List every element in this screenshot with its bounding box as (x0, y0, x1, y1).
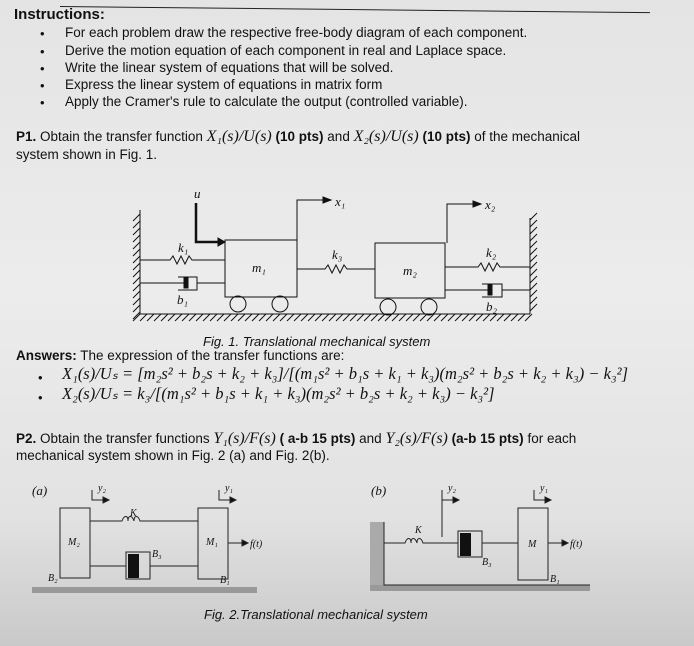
hatch-line (133, 263, 140, 270)
hatch-line (530, 290, 537, 297)
hatch-line (217, 314, 224, 321)
fig1-caption: Fig. 1. Translational mechanical system (203, 334, 431, 349)
p1-text2: of the mechanical (474, 129, 581, 144)
input-arrow-u (196, 203, 220, 242)
hatch-line (133, 214, 140, 221)
label-y1-b: y₁ (540, 483, 548, 494)
p1-statement (16, 128, 580, 146)
hatch-line (140, 314, 147, 321)
p2-text2: for each (527, 431, 577, 446)
p2-pts2: (a-b 15 pts) (451, 431, 524, 446)
damper-b1 (140, 277, 225, 290)
p2-tf1: Y₁(s)/F(s) (213, 430, 276, 447)
ground-a (32, 587, 257, 593)
x2-arrow (447, 204, 475, 243)
label-B1-a: B₁ (220, 575, 230, 586)
hatch-line (161, 314, 168, 321)
instruction-item: Write the linear system of equations that will be solved. (65, 60, 394, 75)
p1-pts2: (10 pts) (422, 129, 471, 144)
hatch-line (301, 314, 308, 321)
hatch-line (294, 314, 301, 321)
hatch-line (483, 314, 490, 321)
fig2-diagram (20, 475, 670, 605)
top-rule (60, 6, 650, 13)
hatch-line (530, 241, 537, 248)
label-y1-a: y₁ (225, 483, 233, 494)
p1-text: Obtain the transfer function (40, 129, 203, 144)
hatch-line (490, 314, 497, 321)
hatch-line (530, 234, 537, 241)
label-b2: b₂ (486, 299, 498, 314)
hatch-line (530, 255, 537, 262)
x1-arrow (297, 200, 325, 240)
label-B3-b: B₃ (482, 557, 492, 568)
bullet: • (40, 44, 45, 59)
hatch-line (420, 314, 427, 321)
hatch-line (133, 256, 140, 263)
bullet: • (40, 95, 45, 110)
spring-k1 (140, 256, 225, 264)
hatch-line (238, 314, 245, 321)
hatch-line (530, 269, 537, 276)
answers-label: Answers: (16, 348, 77, 363)
hatch-line (196, 314, 203, 321)
hatch-line (189, 314, 196, 321)
label-x1: x₁ (335, 194, 346, 209)
hatch-line (343, 314, 350, 321)
hatch-line (203, 314, 210, 321)
label-b1: b₁ (177, 292, 189, 307)
label-k2: k₂ (486, 245, 497, 260)
hatch-line (245, 314, 252, 321)
hatch-line (154, 314, 161, 321)
label-M1: M₁ (206, 537, 218, 548)
hatch-line (259, 314, 266, 321)
p2-and: and (359, 431, 382, 446)
hatch-line (133, 249, 140, 256)
instruction-item: Derive the motion equation of each component in real and Laplace space. (65, 43, 507, 58)
hatch-line (357, 314, 364, 321)
hatch-line (364, 314, 371, 321)
label-K-a: K (130, 508, 137, 519)
hatch-line (525, 314, 532, 321)
hatch-line (378, 314, 385, 321)
hatch-line (252, 314, 259, 321)
p2-tf2: Y₂(s)/F(s) (385, 430, 448, 447)
spring-k3 (297, 265, 375, 273)
hatch-line (434, 314, 441, 321)
label-x2: x₂ (485, 197, 496, 212)
hatch-line (462, 314, 469, 321)
p2-line2: mechanical system shown in Fig. 2 (a) and Fig. 2(b). (16, 448, 330, 463)
hatch-line (399, 314, 406, 321)
hatch-line (168, 314, 175, 321)
label-k1: k₁ (178, 240, 189, 255)
label-m2: m₂ (403, 263, 417, 278)
hatch-line (530, 248, 537, 255)
bullet: • (40, 61, 45, 76)
hatch-line (530, 220, 537, 227)
p1-tf2: X₂(s)/U(s) (353, 128, 419, 145)
hatch-line (530, 213, 537, 220)
bullet: • (38, 370, 43, 385)
hatch-line (273, 314, 280, 321)
hatch-line (518, 314, 525, 321)
bullet: • (38, 390, 43, 405)
label-k3: k₃ (332, 247, 343, 262)
hatch-line (175, 314, 182, 321)
hatch-line (266, 314, 273, 321)
ground-b (370, 585, 590, 591)
p2-text: Obtain the transfer functions (40, 431, 210, 446)
p2-label: P2. (16, 431, 37, 446)
hatch-line (133, 305, 140, 312)
hatch-line (280, 314, 287, 321)
hatch-line (315, 314, 322, 321)
spring-K-b (384, 539, 458, 544)
label-B3-a: B₃ (152, 549, 162, 560)
hatch-line (224, 314, 231, 321)
label-M2: M₂ (68, 537, 80, 548)
hatch-line (530, 283, 537, 290)
instructions-title: Instructions: (14, 6, 105, 23)
hatch-line (455, 314, 462, 321)
p1-pts1: (10 pts) (275, 129, 324, 144)
answers-text: The expression of the transfer functions are: (80, 348, 345, 363)
p2-pts1: ( a-b 15 pts) (279, 431, 356, 446)
hatch-line (497, 314, 504, 321)
fig1-diagram (120, 180, 550, 330)
answer-eq1: X₁(s)/Uₛ = [m₂s² + b₂s + k₂ + k₃]/[(m₁s² + b₁s + k₁ + k₃)(m₂s² + b₂s + k₂ + k₃) − k₃²] (62, 364, 629, 383)
hatch-line (133, 242, 140, 249)
fig2a-tag: (a) (32, 483, 48, 498)
hatch-line (371, 314, 378, 321)
hatch-line (441, 314, 448, 321)
label-u: u (194, 186, 201, 201)
hatch-line (133, 270, 140, 277)
hatch-line (530, 227, 537, 234)
hatch-line (511, 314, 518, 321)
label-K-b: K (415, 525, 422, 536)
label-f-b: f(t) (570, 539, 583, 550)
hatch-line (329, 314, 336, 321)
bullet: • (40, 26, 45, 41)
hatch-line (133, 221, 140, 228)
hatch-line (336, 314, 343, 321)
hatch-line (133, 298, 140, 305)
hatch-line (133, 235, 140, 242)
p1-tf1: X₁(s)/U(s) (206, 128, 272, 145)
instruction-item: Express the linear system of equations in matrix form (65, 77, 383, 92)
hatch-line (133, 228, 140, 235)
label-M: M (528, 539, 537, 550)
spring-K-a (90, 517, 198, 522)
p2-statement (16, 430, 576, 448)
instruction-item: Apply the Cramer's rule to calculate the output (controlled variable). (65, 94, 468, 109)
answers-intro (16, 348, 344, 363)
label-y2-a: y₂ (98, 483, 106, 494)
hatch-line (413, 314, 420, 321)
hatch-line (406, 314, 413, 321)
hatch-line (287, 314, 294, 321)
hatch-line (133, 277, 140, 284)
hatch-line (308, 314, 315, 321)
answer-eq2: X₂(s)/Uₛ = k₃/[(m₁s² + b₁s + k₁ + k₃)(m₂s² + b₂s + k₂ + k₃) − k₃²] (62, 384, 495, 403)
label-y2-b: y₂ (448, 483, 456, 494)
hatch-line (530, 276, 537, 283)
hatch-line (448, 314, 455, 321)
hatch-line (231, 314, 238, 321)
hatch-line (133, 291, 140, 298)
hatch-line (147, 314, 154, 321)
label-B2: B₂ (48, 573, 58, 584)
hatch-line (530, 304, 537, 311)
label-m1: m₁ (252, 260, 266, 275)
fig2b-tag: (b) (371, 483, 387, 498)
hatch-line (392, 314, 399, 321)
hatching (140, 210, 530, 314)
hatch-line (469, 314, 476, 321)
hatch-line (350, 314, 357, 321)
p1-and: and (327, 129, 350, 144)
p1-line2: system shown in Fig. 1. (16, 147, 158, 162)
bullet: • (40, 78, 45, 93)
hatch-line (530, 297, 537, 304)
label-f-a: f(t) (250, 539, 263, 550)
hatch-line (210, 314, 217, 321)
label-B1-b: B₁ (550, 574, 560, 585)
hatch-line (133, 284, 140, 291)
hatch-line (322, 314, 329, 321)
hatch-line (476, 314, 483, 321)
fig2-caption: Fig. 2.Translational mechanical system (204, 607, 428, 622)
spring-k2 (445, 263, 530, 271)
p1-label: P1. (16, 129, 37, 144)
hatch-line (504, 314, 511, 321)
hatch-line (182, 314, 189, 321)
instruction-item: For each problem draw the respective free-body diagram of each component. (65, 25, 528, 40)
hatch-line (530, 262, 537, 269)
